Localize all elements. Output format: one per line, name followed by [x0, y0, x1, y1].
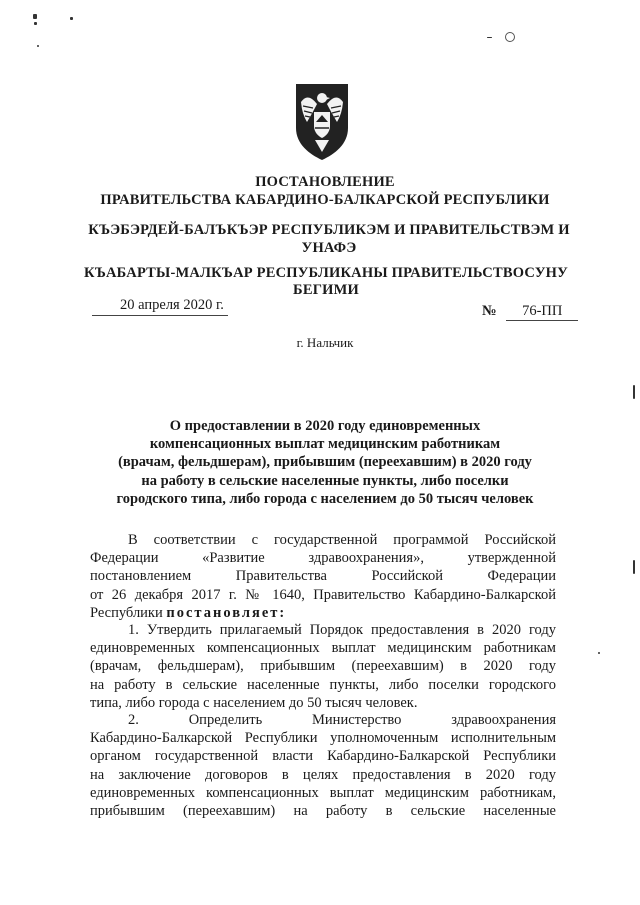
- subject-line: городского типа, либо города с населением до 50 тысяч человек: [116, 490, 534, 507]
- preamble-paragraph: [90, 531, 556, 622]
- text-line: постановлением Правительства Российской Федерации: [90, 568, 556, 585]
- subject-line: на работу в сельские населенные пункты, либо поселки: [141, 472, 509, 489]
- scan-mark: [37, 45, 39, 47]
- number-sign: №: [482, 303, 497, 319]
- issuer-name-karachay: КЪАБАРТЫ-МАЛКЪАР РЕСПУБЛИКАНЫ ПРАВИТЕЛЬСТВОСУНУ: [84, 265, 568, 281]
- scan-mark: [34, 22, 37, 25]
- resolves-keyword: постановляет:: [166, 604, 287, 621]
- text-line: органом государственной власти Кабардино-Балкарской Республики: [90, 748, 556, 765]
- text-fragment: Республики: [90, 604, 167, 621]
- issuer-name-ru: ПРАВИТЕЛЬСТВА КАБАРДИНО-БАЛКАРСКОЙ РЕСПУБЛИКИ: [100, 192, 550, 208]
- scan-mark: [505, 32, 515, 42]
- issuer-name-karachay-cont: БЕГИМИ: [293, 282, 359, 298]
- document-date: 20 апреля 2020 г.: [120, 297, 224, 313]
- scan-mark: [33, 14, 37, 19]
- text-line: 2. Определить Министерство здравоохранения: [128, 712, 556, 728]
- scan-mark: [633, 385, 635, 399]
- issuer-name-kabardian: КЪЭБЭРДЕЙ-БАЛЪКЪЭР РЕСПУБЛИКЭМ И ПРАВИТЕЛЬСТВЭМ И: [88, 222, 570, 238]
- text-line: на работу в сельские населенные пункты, либо поселки городского: [90, 676, 556, 693]
- document-type-title: ПОСТАНОВЛЕНИЕ: [255, 174, 395, 190]
- text-line: (врачам, фельдшерам), прибывшим (переехавшим) в 2020 году: [90, 658, 556, 675]
- city: г. Нальчик: [296, 335, 354, 350]
- text-line: В соответствии с государственной программой Российской: [128, 532, 556, 548]
- coat-of-arms-emblem: [293, 82, 351, 162]
- document-subject: [100, 417, 550, 508]
- item-2-paragraph: [90, 711, 556, 820]
- scan-mark: [598, 652, 600, 654]
- text-line: единовременных компенсационных выплат медицинским работникам,: [90, 784, 556, 801]
- text-line: 1. Утвердить прилагаемый Порядок предоставления в 2020 году: [128, 622, 556, 638]
- item-1-paragraph: [90, 621, 556, 712]
- document-number: [482, 303, 578, 321]
- scan-mark: [633, 560, 635, 574]
- subject-line: (врачам, фельдшерам), прибывшим (переехавшим) в 2020 году: [118, 454, 532, 471]
- text-line: на заключение договоров в целях предоставления в 2020 году: [90, 766, 556, 783]
- number-value: 76-ПП: [506, 303, 578, 321]
- scan-mark: [487, 37, 492, 38]
- text-line: Федерации «Развитие здравоохранения», утвержденной: [90, 550, 556, 567]
- subject-line: О предоставлении в 2020 году единовременных: [169, 418, 481, 434]
- text-line: [90, 604, 556, 622]
- text-line: от 26 декабря 2017 г. № 1640, Правительство Кабардино-Балкарской: [90, 586, 556, 603]
- issuer-name-kabardian-cont: УНАФЭ: [301, 240, 357, 256]
- text-line: прибывшим (переехавшим) на работу в сельские населенные: [90, 803, 556, 820]
- text-line: типа, либо города с населением до 50 тысяч человек.: [90, 694, 418, 711]
- subject-line: компенсационных выплат медицинским работникам: [149, 436, 501, 453]
- text-line: Кабардино-Балкарской Республики уполномоченным исполнительным: [90, 730, 556, 747]
- text-line: единовременных компенсационных выплат медицинским работникам: [90, 640, 556, 657]
- date-underline: [92, 315, 228, 316]
- scan-mark: [70, 17, 73, 20]
